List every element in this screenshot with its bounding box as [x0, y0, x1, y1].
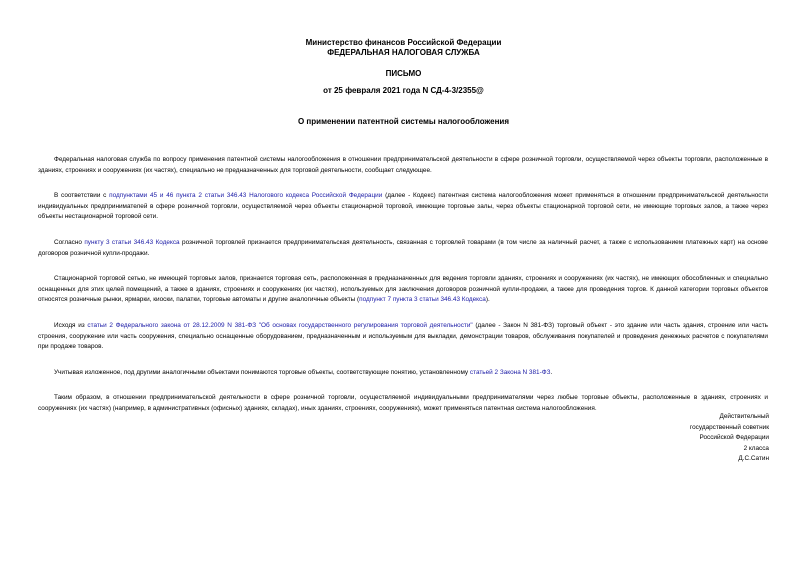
paragraph-4 — [38, 274, 768, 306]
paragraph-2-text-a: В соответствии с — [54, 192, 110, 200]
paragraph-5 — [38, 321, 768, 353]
signature-line-2: государственный советник — [689, 423, 769, 431]
paragraph-2 — [38, 191, 768, 223]
paragraph-3 — [38, 238, 768, 259]
service-title: ФЕДЕРАЛЬНАЯ НАЛОГОВАЯ СЛУЖБА — [327, 48, 480, 57]
link-tax-code-346-43-subparagraphs[interactable]: подпунктами 45 и 46 пункта 2 статьи 346.43 Налогового кодекса Российской Федерации — [109, 192, 383, 200]
paragraph-1-text: Федеральная налоговая служба по вопросу применения патентной системы налогообложения в отношении предпринимательской деятельности в сфере розничной торговли, осуществляемой через объекты торговли, расположенные в зданиях, строениях и сооружениях (их частях), специально не предназначенных для торговой деятельности, сообщает следующее. — [38, 156, 768, 174]
paragraph-1 — [38, 155, 768, 176]
paragraph-7 — [38, 393, 768, 414]
signature-line-4: 2 класса — [743, 444, 769, 452]
document-type: ПИСЬМО — [385, 69, 422, 78]
paragraph-2-text-b: (далее - Кодекс) патентная система налогообложения может применяться в отношении предпринимательской деятельности индивидуальных предпринимателей в сфере розничной торговли, осуществляемой через объекты стационарной торговой, имеющие торговые залы, через объекты стационарной торговой сети, не имеющие торговых залов, а также через объекты нестационарной торговой сети. — [38, 192, 769, 221]
ministry-title: Министерство финансов Российской Федерации — [305, 38, 502, 47]
paragraph-5-text-a: Исходя из — [54, 321, 88, 329]
link-tax-code-346-43-subpoint-7[interactable]: подпункт 7 пункта 3 статьи 346.43 Кодекса — [359, 296, 486, 304]
link-tax-code-346-43-point-3[interactable]: пункту 3 статьи 346.43 Кодекса — [84, 238, 180, 246]
paragraph-3-text-a: Согласно — [54, 238, 85, 246]
paragraph-7-text: Таким образом, в отношении предпринимательской деятельности в сфере розничной торговли, осуществляемой индивидуальными предпринимателями через любые торговые объекты, расположенные в зданиях, строениях и сооружениях (их частях) (например, в административных (офисных) зданиях, складах), иных зданиях, строениях, сооружениях), может применяться патентная система налогообложения. — [38, 394, 768, 412]
signature-line-1: Действительный — [719, 413, 769, 420]
paragraph-5-text-b: (далее - Закон N 381-ФЗ) торговый объект - это здание или часть здания, строение или часть строения, сооружение или часть сооружения, специально оснащенные оборудованием, предназначенным и используемым для выкладки, демонстрации товаров, обслуживания покупателей и проведения денежных расчетов с покупателями при продаже товаров. — [38, 321, 768, 351]
paragraph-4-text-b: ). — [485, 296, 490, 304]
signature-line-3: Российской Федерации — [699, 434, 769, 442]
link-law-381-article-2[interactable]: статьей 2 Закона N 381-ФЗ — [469, 368, 551, 376]
paragraph-3-text-b: розничной торговлей признается предпринимательская деятельность, связанная с торговлей товарами (в том числе за наличный расчет, а также с использованием платежных карт) на основе договоров розничной купли-продажи. — [38, 238, 768, 257]
paragraph-6-text-a: Учитывая изложенное, под другими аналогичными объектами понимаются торговые объекты, соответствующие понятию, установленному — [54, 368, 470, 376]
letter-body — [38, 155, 768, 430]
document-subject: О применении патентной системы налогообложения — [297, 117, 509, 126]
document-date-number: от 25 февраля 2021 года N СД-4-3/2355@ — [323, 86, 484, 95]
link-federal-law-381[interactable]: статьи 2 Федерального закона от 28.12.2009 N 381-ФЗ "Об основах государственного регулирования торговой деятельности" — [87, 321, 473, 329]
signature-block — [690, 412, 769, 465]
signature-name: Д.С.Сатин — [738, 455, 769, 463]
paragraph-6 — [38, 368, 768, 379]
paragraph-4-text-a: Стационарной торговой сетью, не имеющей торговых залов, признается торговая сеть, расположенная в предназначенных для ведения торговли зданиях, строениях и сооружениях (их частях), не имеющих обособленных и специально оснащенных для этих целей помещений, а также в зданиях, строениях и сооружениях (их частях), используемых для заключения договоров розничной купли-продажи, а также для проведения торгов. К данной категории торговых объектов относятся розничные рынки, ярмарки, киоски, палатки, торговые автоматы и другие аналогичные объекты ( — [38, 275, 768, 304]
paragraph-6-text-b: . — [550, 368, 553, 376]
